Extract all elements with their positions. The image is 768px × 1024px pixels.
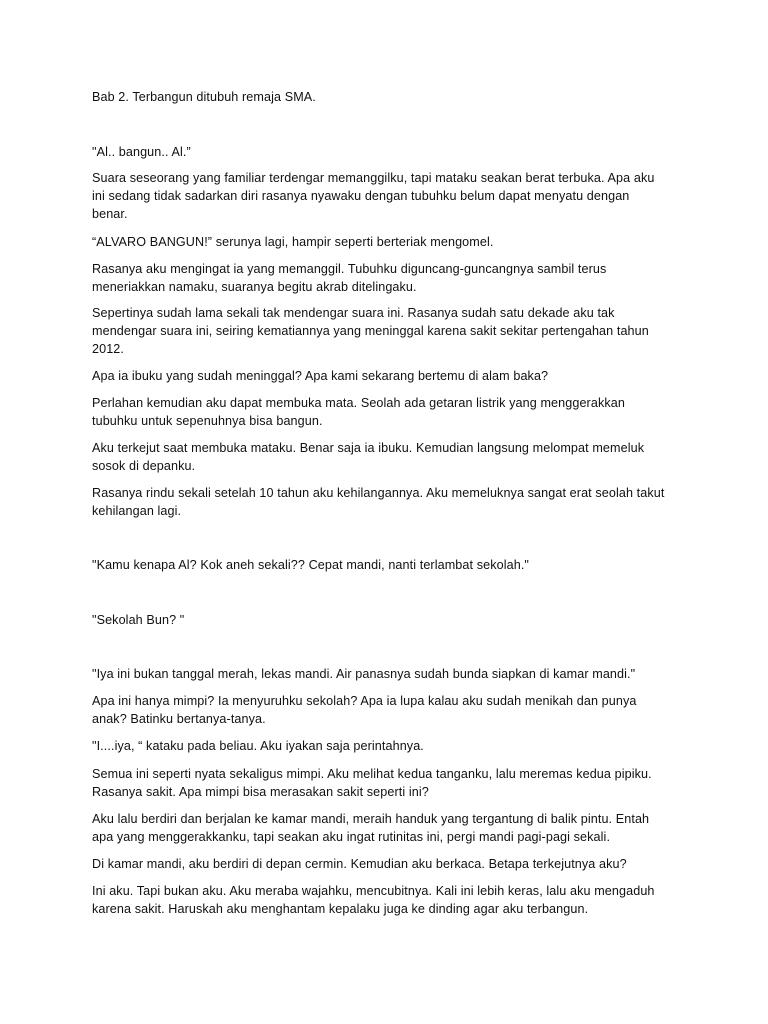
text-line: anak? Batinku bertanya-tanya. bbox=[92, 712, 266, 726]
text-line: "Iya ini bukan tanggal merah, lekas mandi. Air panasnya sudah bunda siapkan di kamar mandi." bbox=[92, 667, 636, 681]
text-line: "Sekolah Bun? " bbox=[92, 613, 185, 627]
text-line: karena sakit. Haruskah aku menghantam kepalaku juga ke dinding agar aku terbangun. bbox=[92, 902, 589, 916]
text-line: Perlahan kemudian aku dapat membuka mata. Seolah ada getaran listrik yang menggerakkan bbox=[92, 396, 625, 410]
chapter-title: Bab 2. Terbangun ditubuh remaja SMA. bbox=[92, 90, 316, 104]
text-line: apa yang menggerakkanku, tapi seakan aku ingat rutinitas ini, pergi mandi pagi-pagi sekali. bbox=[92, 830, 611, 844]
text-line: meneriakkan namaku, suaranya begitu akrab ditelingaku. bbox=[92, 280, 417, 294]
text-line: Aku lalu berdiri dan berjalan ke kamar mandi, meraih handuk yang tergantung di balik pintu. Entah bbox=[92, 812, 650, 826]
text-line: Apa ini hanya mimpi? Ia menyuruhku sekolah? Apa ia lupa kalau aku sudah menikah dan punya bbox=[92, 694, 637, 708]
text-line: benar. bbox=[92, 207, 128, 221]
text-line: Rasanya aku mengingat ia yang memanggil. Tubuhku diguncang-guncangnya sambil terus bbox=[92, 262, 607, 276]
text-line: Suara seseorang yang familiar terdengar memanggilku, tapi mataku seakan berat terbuka. Apa aku bbox=[92, 171, 655, 185]
text-line: Apa ia ibuku yang sudah meninggal? Apa kami sekarang bertemu di alam baka? bbox=[92, 369, 549, 383]
text-line: Rasanya rindu sekali setelah 10 tahun aku kehilangannya. Aku memeluknya sangat erat seolah takut bbox=[92, 486, 665, 500]
text-line: 2012. bbox=[92, 342, 125, 356]
text-line: Semua ini seperti nyata sekaligus mimpi. Aku melihat kedua tanganku, lalu meremas kedua pipiku. bbox=[92, 767, 652, 781]
text-line: sosok di depanku. bbox=[92, 459, 196, 473]
text-line: kehilangan lagi. bbox=[92, 504, 182, 518]
text-line: mendengar suara ini, seiring kematiannya yang meninggal karena sakit sekitar pertengahan tahun bbox=[92, 324, 649, 338]
text-line: “ALVARO BANGUN!” serunya lagi, hampir seperti berteriak mengomel. bbox=[92, 235, 494, 249]
text-line: "I....iya, “ kataku pada beliau. Aku iyakan saja perintahnya. bbox=[92, 739, 424, 753]
text-line: "Kamu kenapa Al? Kok aneh sekali?? Cepat mandi, nanti terlambat sekolah." bbox=[92, 558, 529, 572]
text-line: Di kamar mandi, aku berdiri di depan cermin. Kemudian aku berkaca. Betapa terkejutnya aku? bbox=[92, 857, 627, 871]
text-line: "Al.. bangun.. Al.” bbox=[92, 145, 191, 159]
text-line: Ini aku. Tapi bukan aku. Aku meraba wajahku, mencubitnya. Kali ini lebih keras, lalu aku mengaduh bbox=[92, 884, 655, 898]
text-line: Sepertinya sudah lama sekali tak mendengar suara ini. Rasanya sudah satu dekade aku tak bbox=[92, 306, 615, 320]
text-line: tubuhku untuk sepenuhnya bisa bangun. bbox=[92, 414, 323, 428]
text-line: Rasanya sakit. Apa mimpi bisa merasakan sakit seperti ini? bbox=[92, 785, 429, 799]
text-line: Aku terkejut saat membuka mataku. Benar saja ia ibuku. Kemudian langsung melompat memeluk bbox=[92, 441, 645, 455]
text-line: ini sedang tidak sadarkan diri rasanya nyawaku dengan tubuhku belum dapat menyatu dengan bbox=[92, 189, 630, 203]
